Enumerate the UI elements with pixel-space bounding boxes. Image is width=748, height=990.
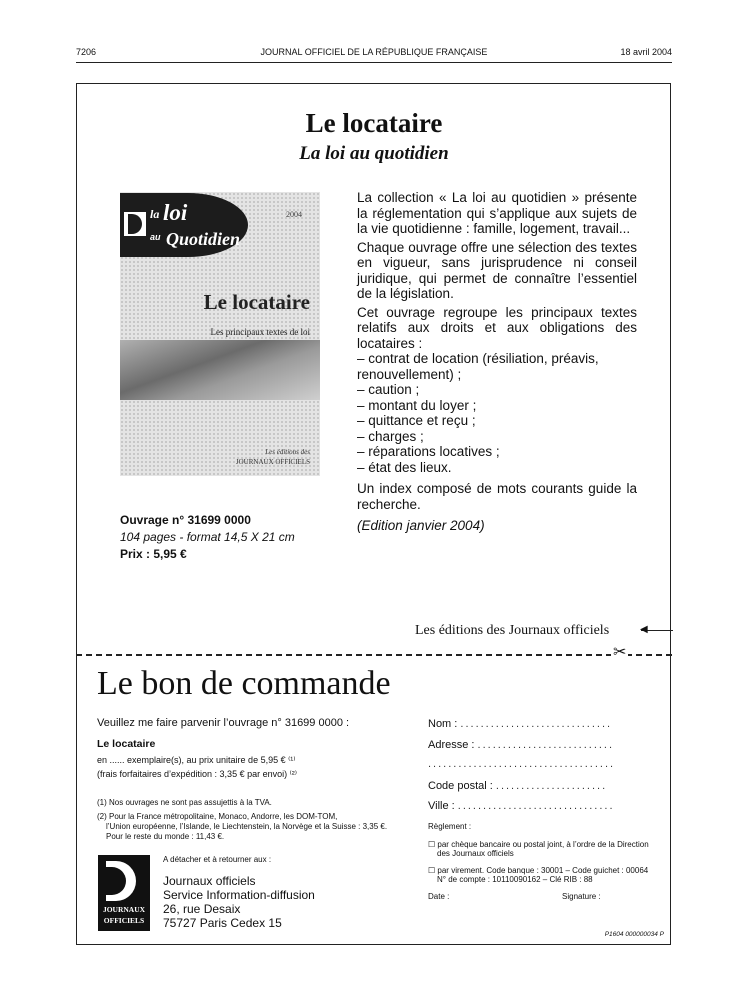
ville-label: Ville : — [428, 800, 455, 812]
arrow-left-icon: ◀ — [640, 624, 648, 635]
order-shipping-line: (frais forfaitaires d’expédition : 3,35 € par envoi) ⁽²⁾ — [97, 769, 298, 779]
ouvrage-price: Prix : 5,95 € — [120, 547, 187, 561]
detach-label: A détacher et à retourner aux : — [163, 855, 272, 864]
desc-paragraph: Chaque ouvrage offre une sélection des textes en vigueur, sans jurisprudence ni conseil juridique, qui permet de connaître l’essentiel de la législation. — [357, 239, 637, 301]
cover-series-au: au — [150, 232, 161, 242]
list-item: – quittance et reçu ; — [357, 413, 476, 428]
note-line: Pour le reste du monde : 11,43 €. — [106, 832, 225, 841]
list-item: – caution ; — [357, 382, 420, 397]
cover-year: 2004 — [286, 210, 302, 219]
address-line: Service Information-diffusion — [163, 888, 315, 902]
nom-label: Nom : — [428, 718, 458, 730]
cover-series-loi: loi — [163, 200, 188, 225]
publisher-label: Les éditions des Journaux officiels — [415, 623, 610, 638]
address-line: 26, rue Desaix — [163, 902, 241, 916]
order-notes — [97, 798, 407, 842]
reglement-label: Règlement : — [428, 822, 472, 831]
cover-series-quotidien: Quotidien — [166, 229, 241, 249]
signature-field[interactable]: Signature : — [562, 892, 601, 901]
cover-publisher-line1: Les éditions des — [265, 448, 310, 456]
date-field[interactable]: Date : — [428, 892, 450, 901]
nom-field[interactable]: Nom : .............................. — [428, 718, 613, 730]
order-title: Le bon de commande — [97, 665, 391, 702]
order-book-title: Le locataire — [97, 738, 156, 750]
desc-paragraph: Cet ouvrage regroupe les principaux textes relatifs aux droits et aux obligations des locataires : — [357, 304, 637, 351]
list-item: – charges ; — [357, 428, 424, 444]
list-item: – contrat de location (résiliation, préavis, renouvellement) ; — [357, 351, 599, 382]
list-item: – montant du loyer ; — [357, 397, 477, 413]
cover-subtitle: Les principaux textes de loi — [210, 327, 310, 337]
header-date: 18 avril 2004 — [620, 47, 672, 57]
ville-field[interactable]: Ville : ............................... — [428, 800, 615, 812]
code-postal-field[interactable]: Code postal : ...................... — [428, 780, 608, 792]
ad-subtitle: La loi au quotidien — [299, 143, 449, 164]
note-line: l’Union européenne, l’Islande, le Liechtenstein, la Norvège et la Suisse : 3,35 €. — [106, 822, 388, 831]
address-line: 75727 Paris Cedex 15 — [163, 916, 282, 930]
adresse-label: Adresse : — [428, 739, 475, 751]
page-number: 7206 — [76, 47, 97, 57]
list-item: – état des lieux. — [357, 459, 452, 475]
cover-series-la: la — [150, 207, 160, 221]
payment-option-virement[interactable]: ☐ par virement. Code banque : 30001 – Code guichet : 00064 N° de compte : 10110090162 – Clé RIB : 88 — [428, 866, 649, 884]
ouvrage-format: 104 pages - format 14,5 X 21 cm — [120, 530, 295, 544]
index-text: Un index composé de mots courants guide la recherche. — [357, 481, 637, 512]
desc-paragraph: La collection « La loi au quotidien » présente la réglementation qui s’applique aux sujets de la vie quotidienne : famille, logement, travail... — [357, 190, 637, 236]
cover-photo — [120, 340, 320, 400]
cut-line — [76, 654, 672, 656]
note-line: (2) Pour la France métropolitaine, Monaco, Andorre, les DOM-TOM, — [97, 812, 338, 821]
topics-list — [357, 351, 637, 475]
note-line: (1) Nos ouvrages ne sont pas assujettis à la TVA. — [97, 798, 272, 807]
address-line: Journaux officiels — [163, 874, 256, 888]
order-intro: Veuillez me faire parvenir l’ouvrage n° 31699 0000 : — [97, 717, 350, 729]
journal-title: JOURNAL OFFICIEL DE LA RÉPUBLIQUE FRANÇAISE — [260, 47, 488, 57]
cover-publisher-line2: JOURNAUX OFFICIELS — [235, 458, 310, 466]
ouvrage-number: Ouvrage n° 31699 0000 — [120, 513, 251, 527]
list-item: – réparations locatives ; — [357, 444, 500, 459]
reference-code: P1604 000000034 P — [604, 931, 664, 938]
journaux-officiels-logo: JOURNAUX OFFICIELS — [98, 855, 150, 931]
code-postal-label: Code postal : — [428, 780, 493, 792]
cover-title: Le locataire — [203, 290, 310, 314]
order-quantity-line[interactable]: en ...... exemplaire(s), au prix unitaire de 5,95 € ⁽¹⁾ — [97, 755, 296, 765]
edition-date: (Edition janvier 2004) — [357, 518, 485, 533]
adresse-line2-field[interactable]: ..................................... — [428, 758, 616, 770]
scissors-icon: ✂ — [613, 644, 627, 661]
checkbox-icon[interactable]: ☐ — [428, 866, 436, 875]
payment-option-cheque[interactable]: ☐ par chèque bancaire ou postal joint, à l’ordre de la Direction des Journaux officiels — [428, 840, 649, 858]
book-description — [357, 190, 637, 537]
return-address — [163, 874, 315, 930]
adresse-field[interactable]: Adresse : ........................... — [428, 739, 615, 751]
header-rule — [76, 62, 672, 63]
ad-title: Le locataire — [305, 108, 443, 138]
checkbox-icon[interactable]: ☐ — [428, 840, 436, 849]
